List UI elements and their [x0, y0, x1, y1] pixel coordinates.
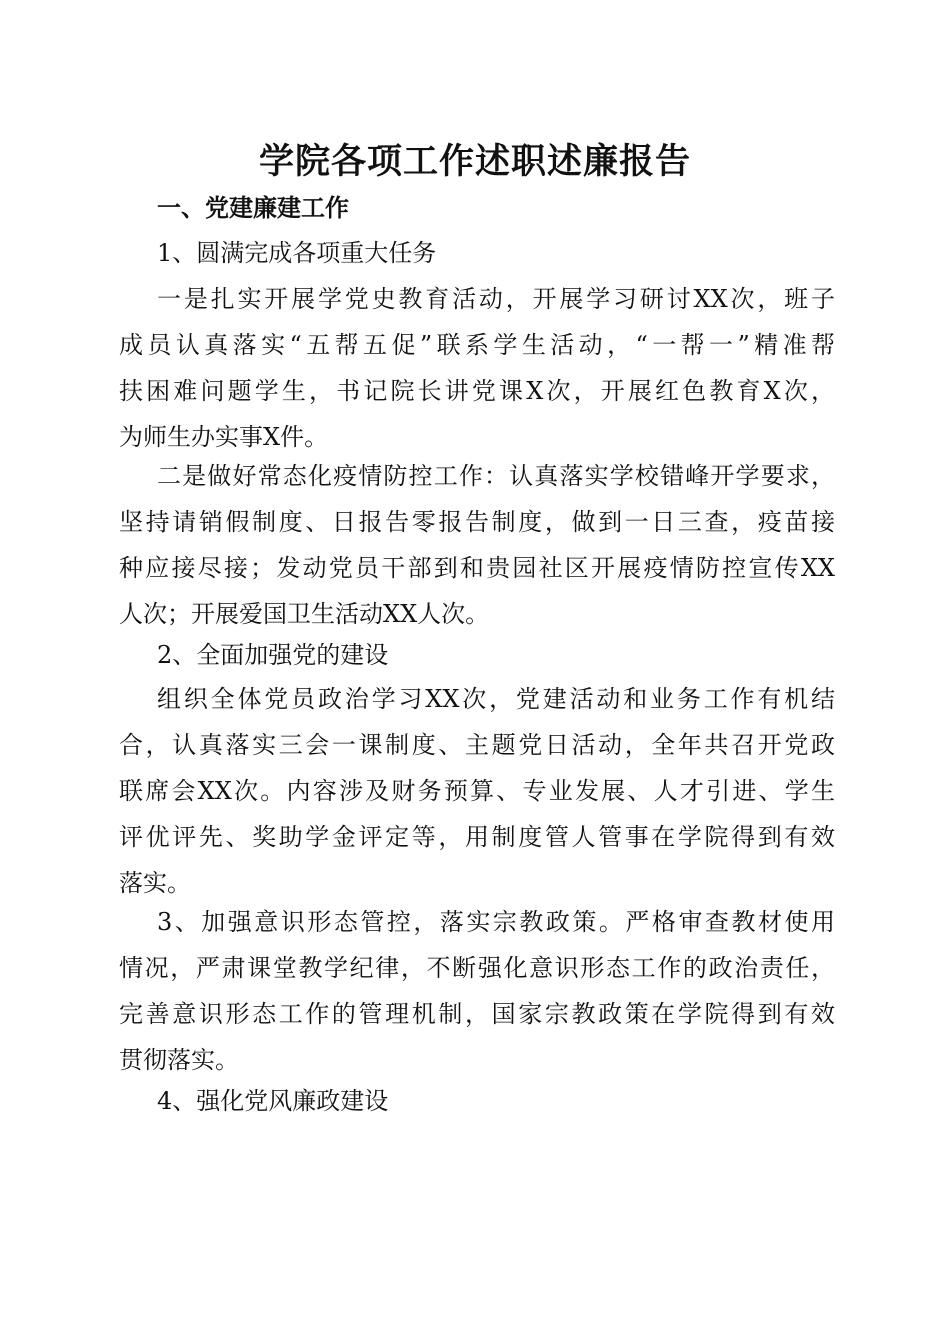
paragraph-line: 为师生办实事X件。 [119, 423, 329, 451]
paragraph-line: 3、加强意识形态管控，落实宗教政策。严格审查教材使用 [157, 908, 835, 936]
paragraph-line: 一是扎实开展学党史教育活动，开展学习研讨XX次，班子 [157, 285, 835, 313]
subsection-heading-2: 2、全面加强党的建设 [157, 641, 389, 669]
paragraph-line: 组织全体党员政治学习XX次，党建活动和业务工作有机结 [157, 685, 835, 713]
paragraph-party-history [119, 276, 835, 460]
subsection-heading-4: 4、强化党风廉政建设 [157, 1087, 389, 1115]
paragraph-line: 种应接尽接；发动党员干部到和贵园社区开展疫情防控宣传XX [119, 554, 835, 582]
paragraph-line: 联席会XX次。内容涉及财务预算、专业发展、人才引进、学生 [119, 777, 835, 805]
paragraph-line: 二是做好常态化疫情防控工作：认真落实学校错峰开学要求， [157, 462, 835, 490]
paragraph-line: 评优评先、奖助学金评定等，用制度管人管事在学院得到有效 [119, 823, 835, 851]
paragraph-epidemic-control [119, 453, 835, 637]
paragraph-party-building [119, 676, 835, 906]
paragraph-line: 合，认真落实三会一课制度、主题党日活动，全年共召开党政 [119, 731, 835, 759]
subsection-heading-1: 1、圆满完成各项重大任务 [157, 239, 437, 267]
paragraph-line: 成员认真落实“五帮五促”联系学生活动，“一帮一”精准帮 [119, 331, 835, 359]
paragraph-line: 贯彻落实。 [119, 1046, 239, 1074]
paragraph-line: 坚持请销假制度、日报告零报告制度，做到一日三查，疫苗接 [119, 508, 835, 536]
paragraph-line: 扶困难问题学生，书记院长讲党课X次，开展红色教育X次， [119, 377, 835, 405]
paragraph-line: 完善意识形态工作的管理机制，国家宗教政策在学院得到有效 [119, 1000, 835, 1028]
document-title: 学院各项工作述职述廉报告 [258, 141, 691, 182]
paragraph-line: 落实。 [119, 869, 191, 897]
paragraph-line: 情况，严肃课堂教学纪律，不断强化意识形态工作的政治责任， [119, 954, 835, 982]
section-heading: 一、党建廉建工作 [157, 194, 349, 222]
paragraph-line: 人次；开展爱国卫生活动XX人次。 [119, 600, 490, 628]
paragraph-ideology [119, 899, 835, 1083]
